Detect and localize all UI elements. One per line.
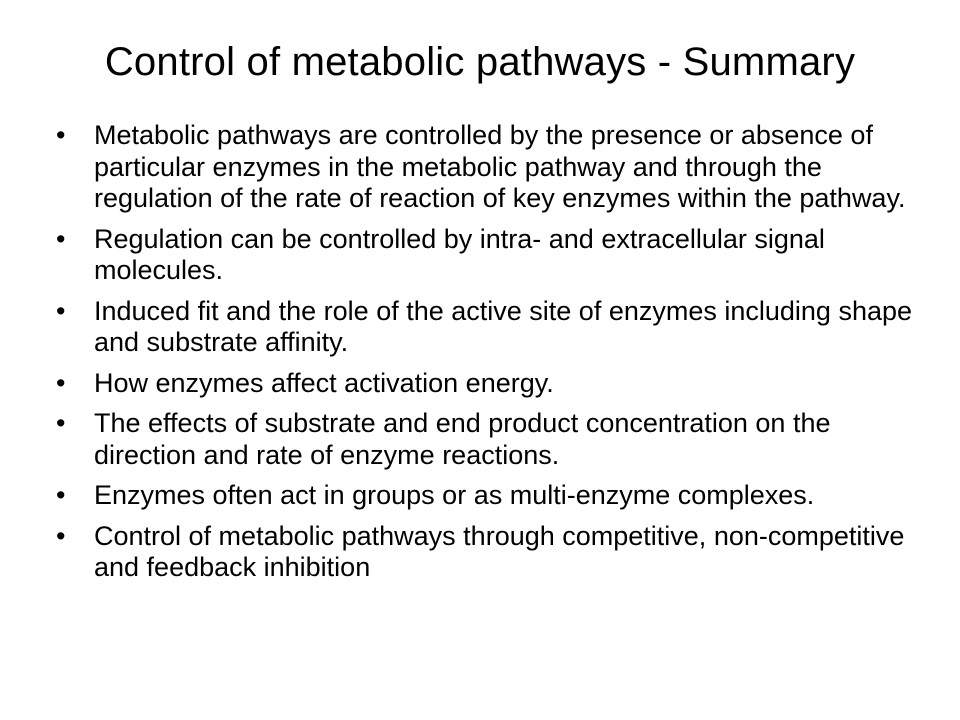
bullet-text: Induced fit and the role of the active site of enzymes including shape and substrate affinity. bbox=[94, 295, 913, 357]
bullet-item bbox=[56, 120, 912, 215]
bullet-item bbox=[56, 296, 912, 359]
bullet-text: The effects of substrate and end product concentration on the direction and rate of enzyme reactions. bbox=[94, 408, 831, 470]
bullet-dot: • bbox=[56, 367, 66, 398]
bullet-dot: • bbox=[56, 223, 66, 254]
bullet-item bbox=[56, 480, 912, 512]
bullet-dot: • bbox=[56, 480, 66, 510]
bullet-text: Regulation can be controlled by intra- and extracellular signal molecules. bbox=[94, 223, 825, 285]
bullet-dot: • bbox=[56, 120, 66, 150]
bullet-text: How enzymes affect activation energy. bbox=[94, 367, 554, 398]
bullet-text: Metabolic pathways are controlled by the presence or absence of particular enzymes in the metabolic pathway and through the regulation of the rate of reaction of key enzymes within the pathway. bbox=[94, 120, 906, 213]
bullet-dot: • bbox=[56, 520, 66, 551]
bullet-item bbox=[56, 521, 912, 584]
bullet-list bbox=[56, 120, 912, 593]
bullet-item bbox=[56, 224, 912, 287]
bullet-item bbox=[56, 368, 912, 400]
slide-title: Control of metabolic pathways - Summary bbox=[104, 40, 856, 84]
bullet-dot: • bbox=[56, 295, 66, 326]
bullet-text: Control of metabolic pathways through competitive, non-competitive and feedback inhibition bbox=[94, 520, 905, 582]
bullet-dot: • bbox=[56, 408, 66, 438]
bullet-text: Enzymes often act in groups or as multi-enzyme complexes. bbox=[94, 480, 815, 510]
bullet-item bbox=[56, 408, 912, 471]
